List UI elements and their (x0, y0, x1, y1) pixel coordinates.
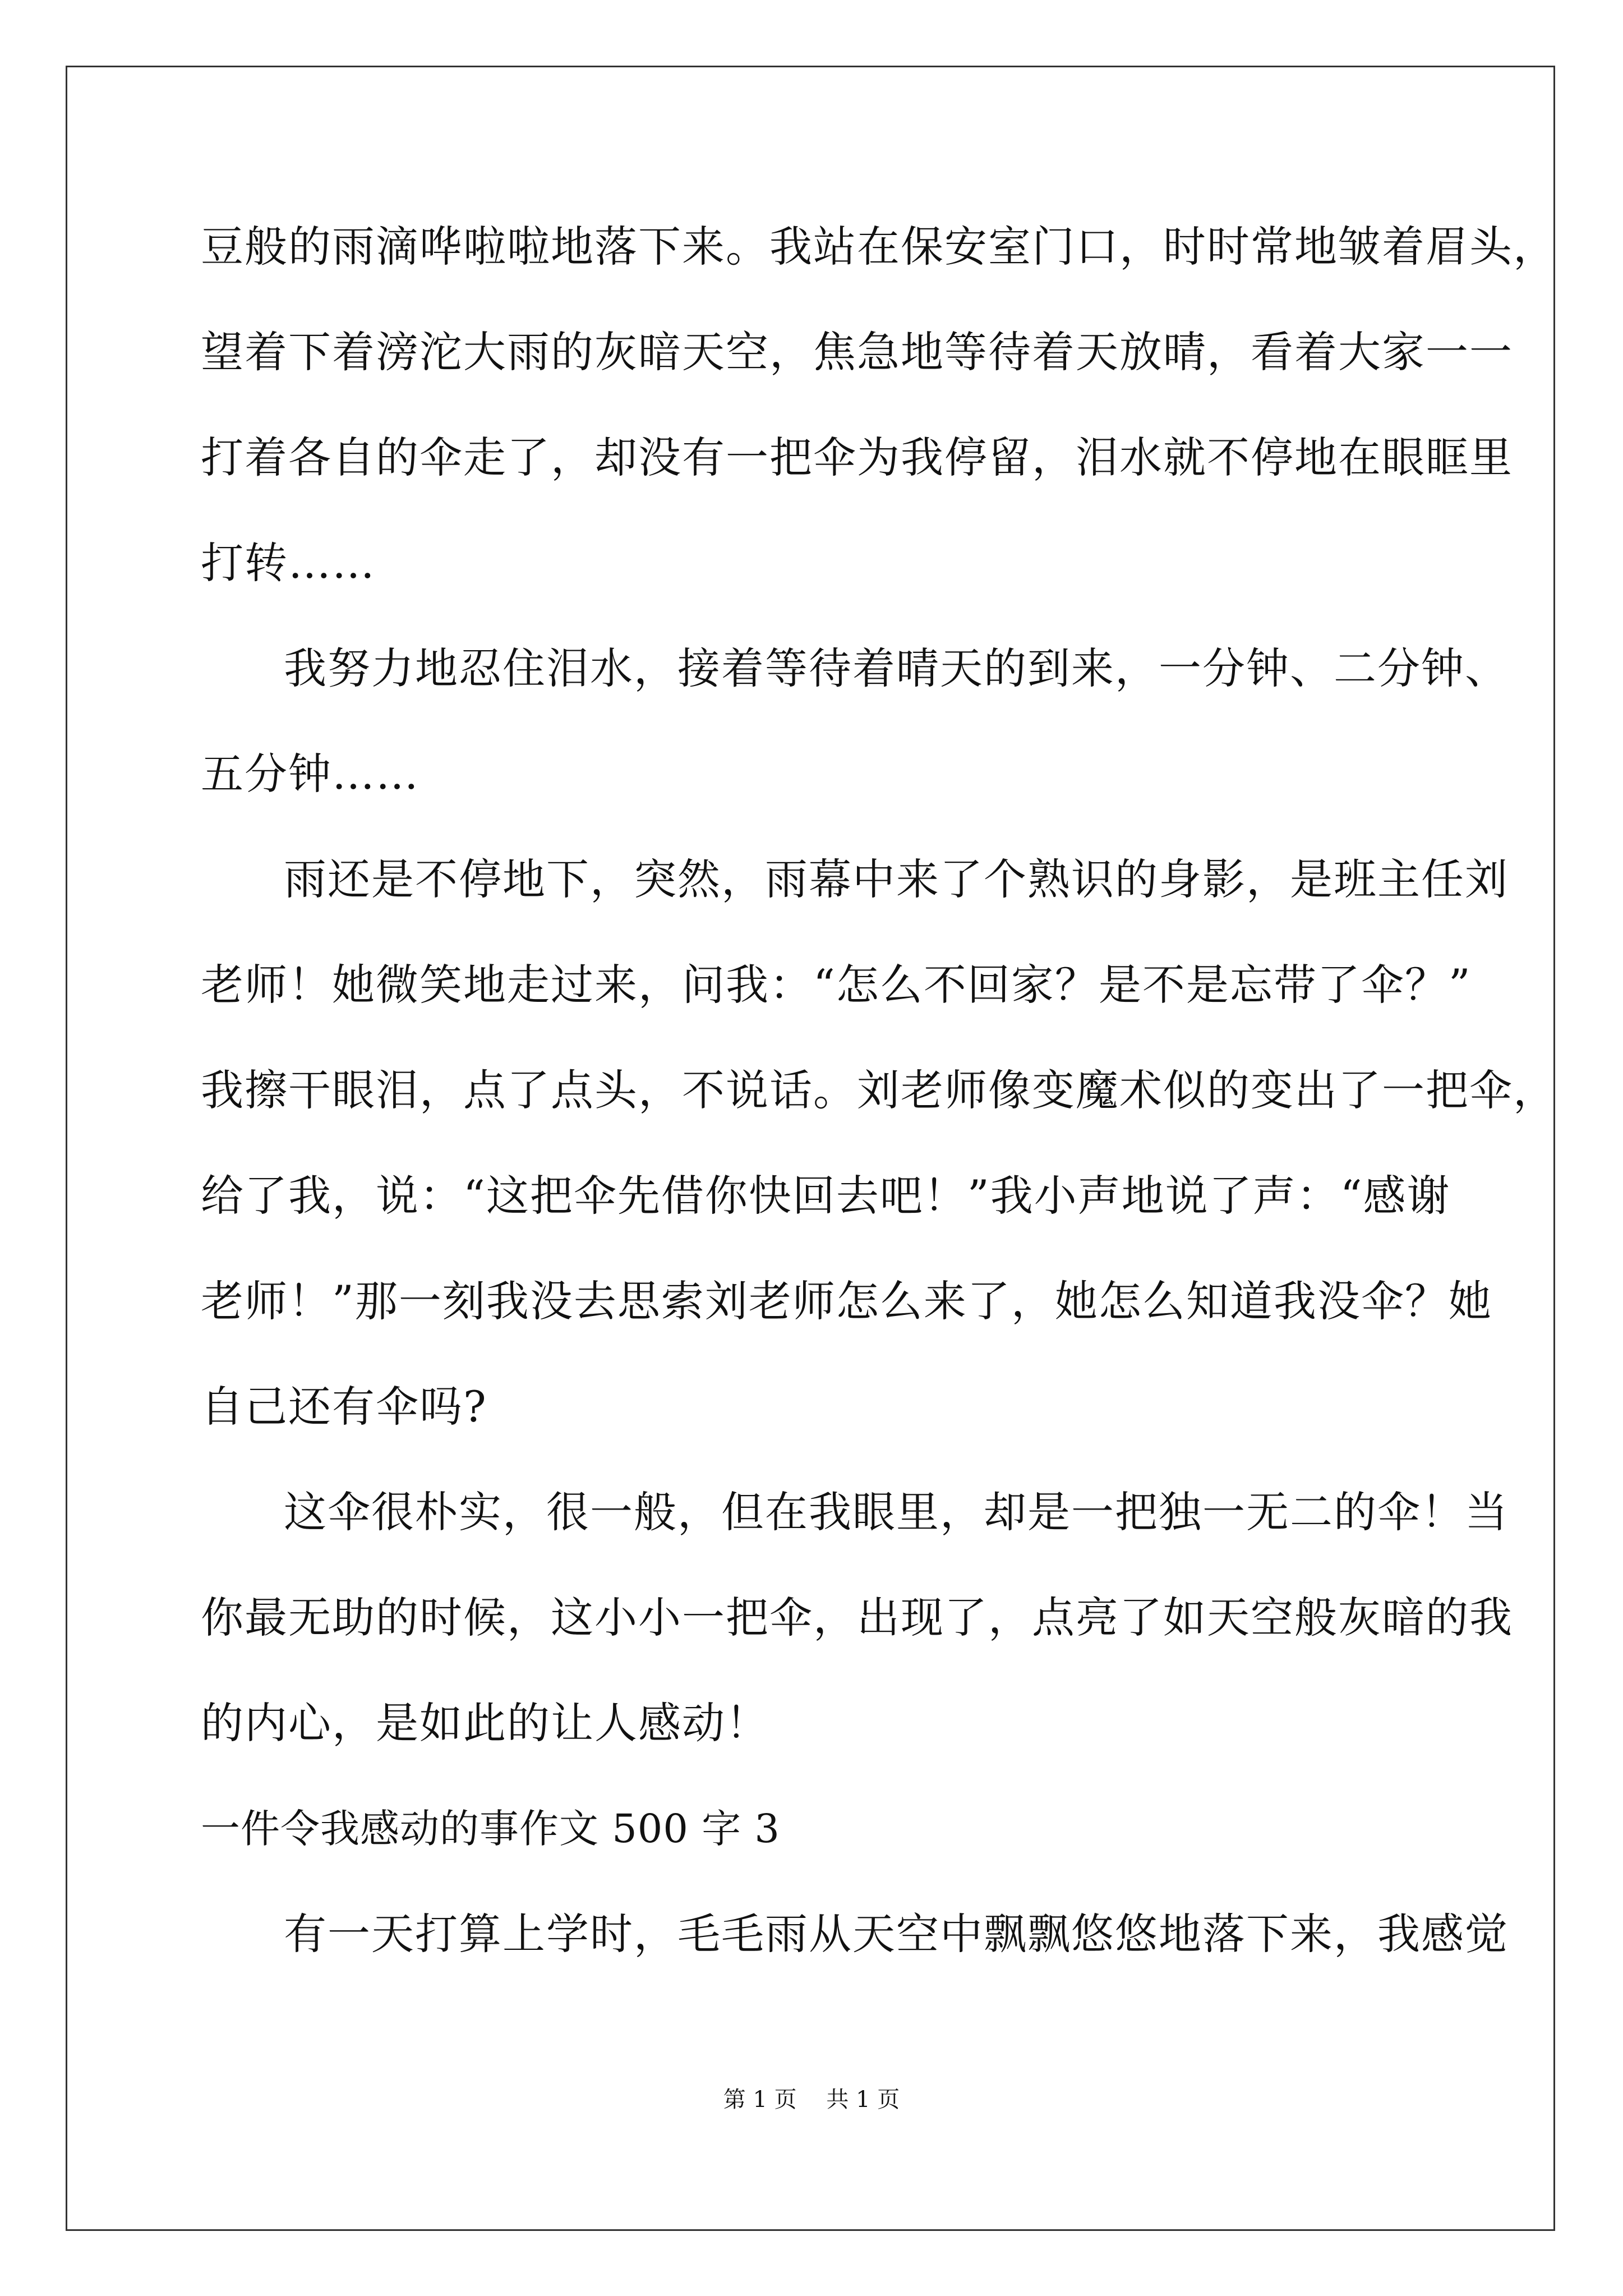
paragraph-first-line: 雨还是不停地下，突然，雨幕中来了个熟识的身影，是班主任刘 (284, 854, 1509, 904)
paragraph-first-line: 这伞很朴实，很一般，但在我眼里，却是一把独一无二的伞！当 (284, 1487, 1509, 1537)
text-line: 老师！她微笑地走过来，问我：“怎么不回家？是不是忘带了伞？” (201, 960, 1472, 1010)
page-footer (0, 2086, 1623, 2114)
text-line: 五分钟…… (201, 749, 419, 799)
page-total: 共 1 页 (826, 2087, 900, 2113)
paragraph-first-line: 有一天打算上学时，毛毛雨从天空中飘飘悠悠地落下来，我感觉 (284, 1909, 1509, 1959)
paragraph-first-line: 我努力地忍住泪水，接着等待着晴天的到来，一分钟、二分钟、 (284, 643, 1509, 693)
text-line: 你最无助的时候，这小小一把伞，出现了，点亮了如天空般灰暗的我 (201, 1593, 1513, 1642)
text-line: 的内心，是如此的让人感动！ (201, 1698, 769, 1748)
page-number: 第 1 页 (723, 2087, 797, 2113)
text-line: 老师！”那一刻我没去思索刘老师怎么来了，她怎么知道我没伞？她 (201, 1276, 1492, 1326)
section-heading: 一件令我感动的事作文 500 字 3 (201, 1806, 780, 1852)
text-line: 豆般的雨滴哗啦啦地落下来。我站在保安室门口，时时常地皱着眉头， (201, 222, 1557, 272)
document-body (201, 219, 1557, 2012)
text-line: 望着下着滂沱大雨的灰暗天空，焦急地等待着天放晴，看着大家一一 (201, 327, 1513, 377)
text-line: 打着各自的伞走了，却没有一把伞为我停留，泪水就不停地在眼眶里 (201, 432, 1513, 482)
text-line: 自己还有伞吗? (201, 1382, 487, 1432)
text-line: 打转…… (201, 538, 376, 588)
text-line: 给了我，说：“这把伞先借你快回去吧！”我小声地说了声：“感谢 (201, 1171, 1451, 1221)
text-line: 我擦干眼泪，点了点头，不说话。刘老师像变魔术似的变出了一把伞， (201, 1065, 1557, 1115)
